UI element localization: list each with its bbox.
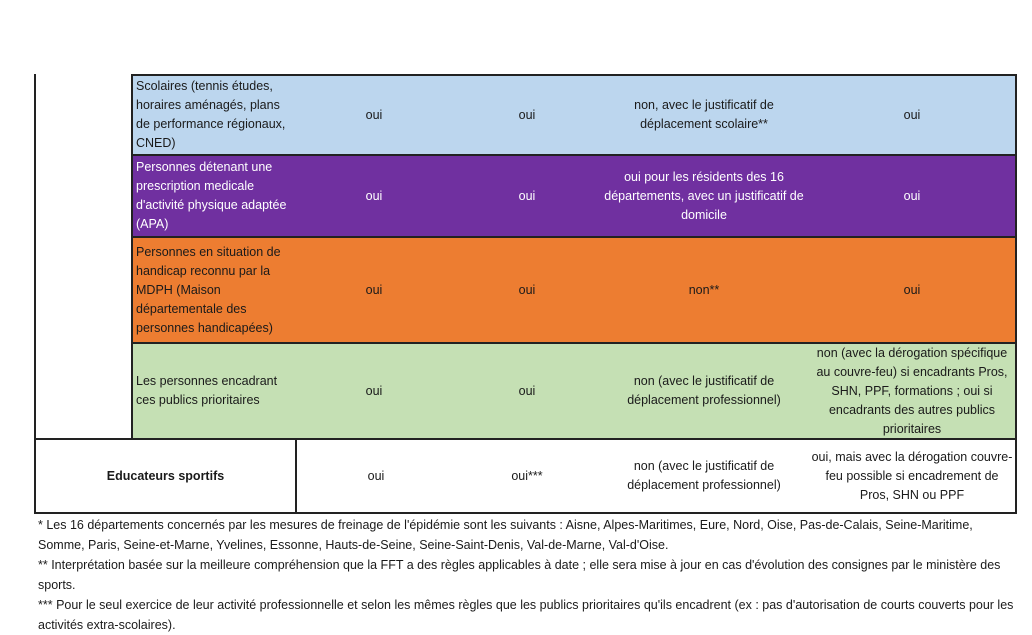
cell-col1: oui [365,383,383,398]
cell-col4: oui, mais avec la dérogation couvre-feu possible si encadrement de Pros, SHN ou PPF [811,449,1013,502]
cell-col2: oui [518,188,536,203]
row-category-label: Personnes détenant une prescription medicale d'activité physique adaptée (APA) [136,160,287,231]
table-row-educateurs [34,438,1017,514]
row-category-label: Personnes en situation de handicap reconnu par la MDPH (Maison départementale des personnes handicapées) [136,244,281,335]
cell-col3: non** [688,282,720,297]
cell-col1: oui [365,107,383,122]
row-category-label: Les personnes encadrant ces publics prioritaires [136,374,278,407]
footnotes [38,515,1018,635]
table-row-apa [131,154,1017,238]
cell-col4: oui [903,188,921,203]
cell-col1: oui [367,468,385,483]
cell-col2: oui [518,383,536,398]
cell-col3: non (avec le justificatif de déplacement professionnel) [627,374,781,407]
cell-col2: oui*** [511,468,543,483]
table-row-scolaires [131,74,1017,156]
cell-col4: oui [903,107,921,122]
cell-col3: oui pour les résidents des 16 départements, avec un justificatif de domicile [604,169,804,222]
row-category-label: Educateurs sportifs [36,440,297,512]
table-row-handicap [131,236,1017,344]
footnote-3: *** Pour le seul exercice de leur activité professionnelle et selon les mêmes règles que les publics prioritaires qu'ils encadrent (ex : pas d'autorisation de courts couverts pour les activités extra-scolaires). [38,598,1014,632]
footnote-1: * Les 16 départements concernés par les mesures de freinage de l'épidémie sont les suivants : Aisne, Alpes-Maritimes, Eure, Nord, Oise, Pas-de-Calais, Seine-Maritime, Somme, Paris, Seine-et-Marne, Yvelines, Essonne, Hauts-de-Seine, Seine-Saint-Denis, Val-de-Marne, Val-d'Oise. [38,518,973,552]
group-left-border [34,74,36,438]
cell-col4: oui [903,282,921,297]
cell-col1: oui [365,188,383,203]
cell-col3: non, avec le justificatif de déplacement scolaire** [634,98,774,131]
cell-col4: non (avec la dérogation spécifique au couvre-feu) si encadrants Pros, SHN, PPF, formations ; oui si encadrants des autres publics prioritaires [816,345,1008,436]
cell-col3: non (avec le justificatif de déplacement professionnel) [627,459,781,492]
cell-col1: oui [365,282,383,297]
row-category-label: Scolaires (tennis études, horaires aménagés, plans de performance régionaux, CNED) [136,79,286,150]
cell-col2: oui [518,282,536,297]
cell-col2: oui [518,107,536,122]
table-row-encadrants [131,342,1017,440]
footnote-2: ** Interprétation basée sur la meilleure compréhension que la FFT a des règles applicables à date ; elle sera mise à jour en cas d'évolution des consignes par le ministère des sports. [38,558,1001,592]
